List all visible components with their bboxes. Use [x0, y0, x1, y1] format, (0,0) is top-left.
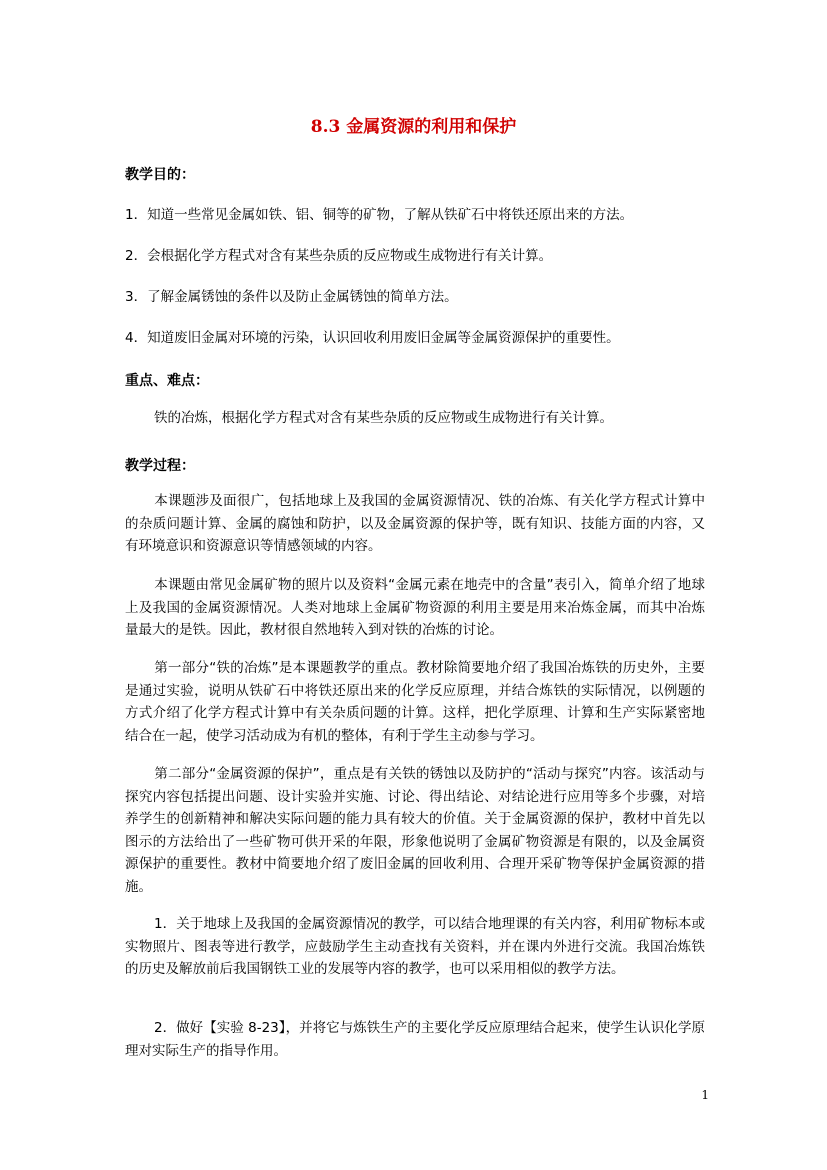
- paragraph-text: 本课题由常见金属矿物的照片以及资料“金属元素在地壳中的含量”表引入，简单介绍了地球上及我国的金属资源情况。人类对地球上金属矿物资源的利用主要是用来冶炼金属，而其中冶炼量最大的是铁。因此，教材很自然地转入到对铁的冶炼的讨论。: [125, 577, 705, 638]
- process-paragraph-2: [125, 574, 705, 642]
- process-paragraph-6: [125, 1017, 705, 1062]
- objective-item-2: 2．会根据化学方程式对含有某些杂质的反应物或生成物进行有关计算。: [125, 248, 553, 264]
- objective-item-3: 3．了解金属锈蚀的条件以及防止金属锈蚀的简单方法。: [125, 289, 458, 305]
- paragraph-text: 第一部分“铁的冶炼”是本课题教学的重点。教材除简要地介绍了我国冶炼铁的历史外，主要是通过实验，说明从铁矿石中将铁还原出来的化学反应原理，并结合炼铁的实际情况，以例题的方式介绍了化学方程式计算中有关杂质问题的计算。这样，把化学原理、计算和生产实际紧密地结合在一起，使学习活动成为有机的整体，有利于学生主动参与学习。: [125, 660, 705, 744]
- objective-item-4: 4．知道废旧金属对环境的污染，认识回收利用废旧金属等金属资源保护的重要性。: [125, 330, 620, 346]
- objectives-heading: 教学目的：: [125, 167, 195, 183]
- key-points-text: [125, 407, 705, 430]
- page-number: 1: [701, 1088, 709, 1102]
- key-points-heading: 重点、难点：: [125, 373, 209, 389]
- process-paragraph-1: [125, 490, 705, 558]
- key-points-content: 铁的冶炼，根据化学方程式对含有某些杂质的反应物或生成物进行有关计算。: [154, 410, 613, 426]
- process-paragraph-4: [125, 763, 705, 898]
- objective-item-1: 1．知道一些常见金属如铁、铝、铜等的矿物，了解从铁矿石中将铁还原出来的方法。: [125, 207, 634, 223]
- process-heading: 教学过程：: [125, 458, 195, 474]
- paragraph-text: 2．做好【实验 8-23】，并将它与炼铁生产的主要化学反应原理结合起来，使学生认识化学原理对实际生产的指导作用。: [125, 1020, 705, 1059]
- page-title: 8.3 金属资源的利用和保护: [310, 117, 517, 137]
- process-paragraph-5: [125, 913, 705, 981]
- paragraph-text: 本课题涉及面很广，包括地球上及我国的金属资源情况、铁的冶炼、有关化学方程式计算中的杂质问题计算、金属的腐蚀和防护，以及金属资源的保护等，既有知识、技能方面的内容，又有环境意识和资源意识等情感领域的内容。: [125, 493, 705, 554]
- paragraph-text: 第二部分“金属资源的保护”，重点是有关铁的锈蚀以及防护的“活动与探究”内容。该活动与探究内容包括提出问题、设计实验并实施、讨论、得出结论、对结论进行应用等多个步骤，对培养学生的创新精神和解决实际问题的能力具有较大的价值。关于金属资源的保护，教材中首先以图示的方法给出了一些矿物可供开采的年限，形象他说明了金属矿物资源是有限的，以及金属资源保护的重要性。教材中简要地介绍了废旧金属的回收利用、合理开采矿物等保护金属资源的措施。: [125, 766, 705, 895]
- process-paragraph-3: [125, 657, 705, 747]
- paragraph-text: 1．关于地球上及我国的金属资源情况的教学，可以结合地理课的有关内容，利用矿物标本或实物照片、图表等进行教学，应鼓励学生主动查找有关资料，并在课内外进行交流。我国冶炼铁的历史及解放前后我国钢铁工业的发展等内容的教学，也可以采用相似的教学方法。: [125, 916, 705, 977]
